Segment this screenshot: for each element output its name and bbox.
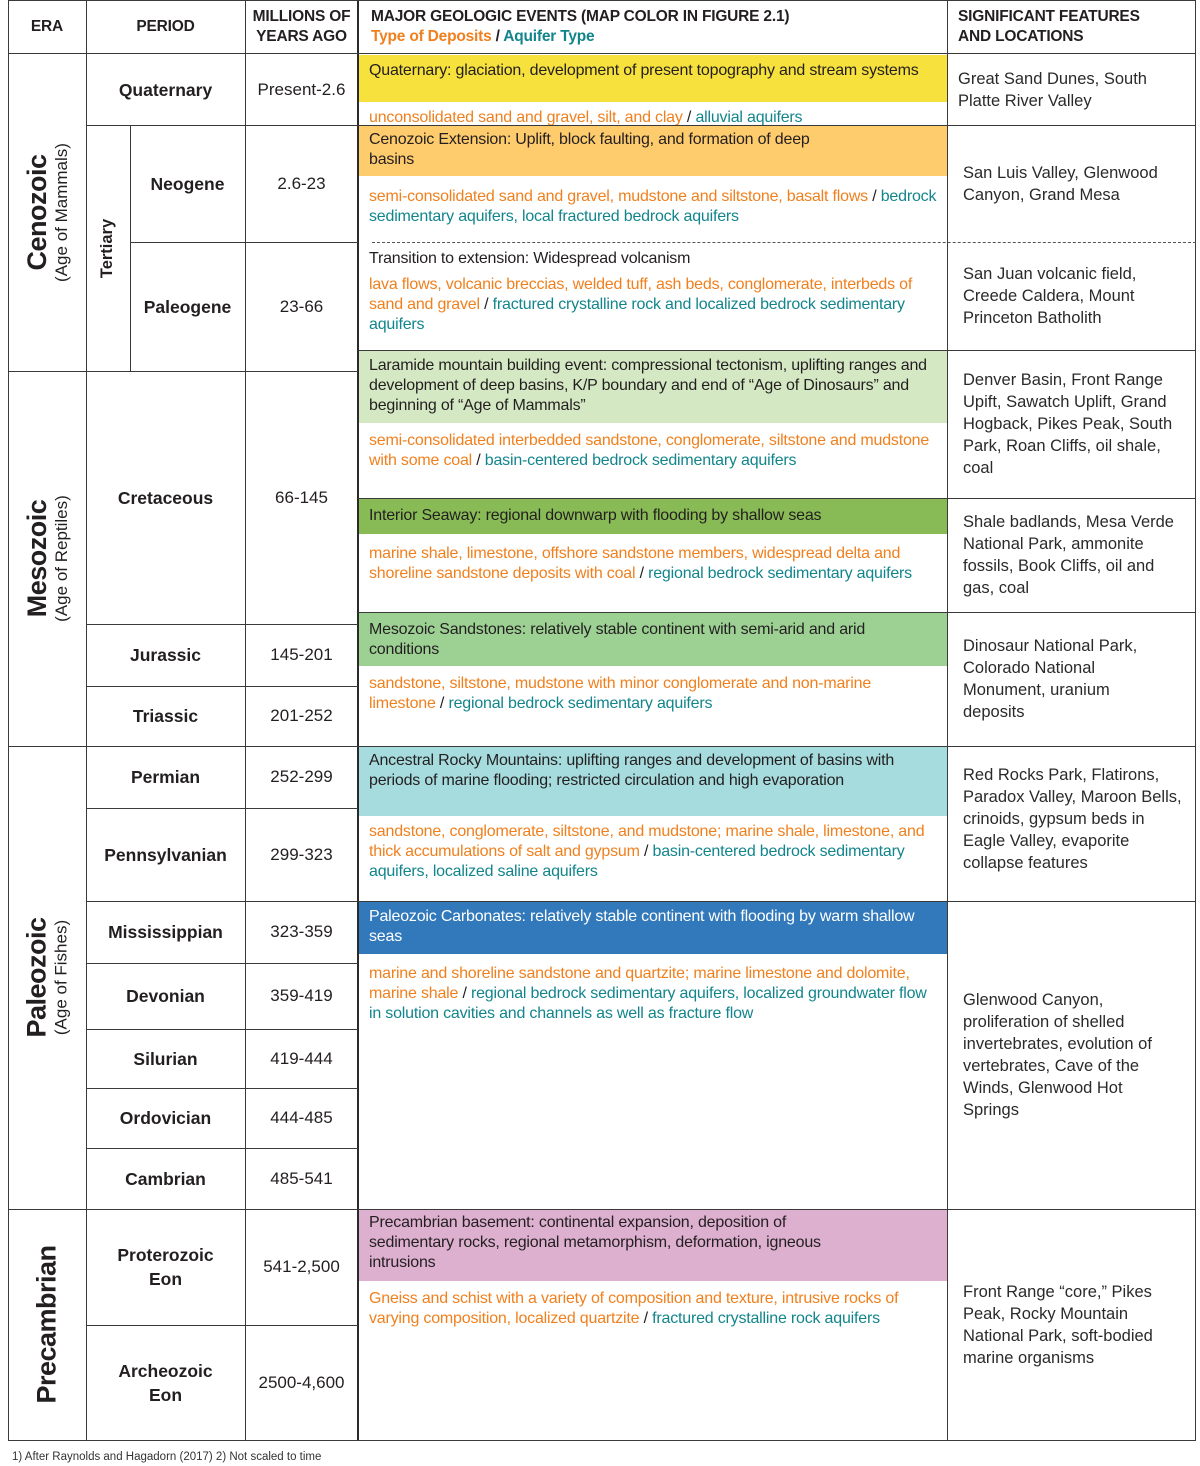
header-events [371,7,946,51]
era-mesozoic [8,371,86,746]
period-triassic [86,686,245,746]
features-precambrian [947,1209,1196,1440]
aquifer-type: regional bedrock sedimentary aquifers [648,565,912,582]
features-text: San Juan volcanic field, Creede Caldera, Mount Princeton Batholith [963,265,1137,327]
aquifer-type: fractured crystalline rock aquifers [652,1310,880,1327]
features-text: Glenwood Canyon, proliferation of shelled invertebrates, evolution of vertebrates, Cave of the Winds, Glenwood Hot Springs [963,991,1152,1119]
header-legend [371,27,946,47]
deposit-type: marine shale, limestone, offshore sandstone members, widespread delta and shoreline sandstone deposits with coal [369,545,901,582]
event-deposits-aquifer [369,1289,937,1329]
era-name: Paleozoic [21,917,52,1038]
separator: / [682,109,696,126]
period-cambrian [86,1148,245,1209]
grid-line [86,1325,358,1326]
grid-line [86,1088,358,1089]
era-precambrian [8,1209,86,1440]
grid-line [358,901,1196,902]
period-name: Cretaceous [117,487,214,508]
mya-value: 201-252 [270,706,333,725]
period-name: Proterozoic [117,1245,214,1265]
mya-paleogene [245,242,358,371]
event-title: Cenozoic Extension: Uplift, block faulting, and formation of deep basins [369,131,810,168]
era-name: Cenozoic [21,154,52,271]
mya-value: 66-145 [275,487,328,507]
event-mesozoic-sandstones [359,613,947,746]
header-mya [245,3,358,51]
dashed-divider [372,242,1196,243]
mya-quaternary [245,54,358,125]
grid-line [358,612,1196,613]
header-mya-line2: YEARS AGO [256,28,347,45]
grid-line [86,808,358,809]
era-paleozoic [8,746,86,1209]
period-ordovician [86,1088,245,1148]
mya-value: 541-2,500 [263,1257,340,1276]
event-title: Paleozoic Carbonates: relatively stable continent with flooding by warm shallow seas [369,908,915,945]
event-title: Quaternary: glaciation, development of present topography and stream systems [369,62,919,79]
grid-line [130,125,131,371]
legend-deposits: Type of Deposits [371,28,492,45]
period-name-eon: Eon [148,1384,183,1405]
mya-archeozoic [245,1325,358,1440]
event-ancestral-rockies [359,747,947,901]
features-text: Denver Basin, Front Range Upift, Sawatch Uplift, Grand Hogback, Pikes Peak, South Park, Roan Cliffs, oil shale, coal [963,371,1173,477]
deposit-type: lava flows, volcanic breccias, welded tuff, ash beds, conglomerate, interbeds of sand and gravel [369,276,913,313]
footnote-text: 1) After Raynolds and Hagadorn (2017) 2) Not scaled to time [12,1451,322,1463]
event-deposits-aquifer [369,275,937,335]
mya-proterozoic [245,1209,358,1325]
header-features [958,7,1196,51]
period-pennsylvanian [86,808,245,901]
era-subtitle: (Age of Reptiles) [51,495,71,622]
event-deposits-aquifer [369,964,937,1024]
header-features-line1: SIGNIFICANT FEATURES [958,8,1140,25]
separator: / [639,1310,653,1327]
event-title: Ancestral Rocky Mountains: uplifting ranges and development of basins with periods of marine flooding; restricted circulation and high evaporation [369,752,895,789]
grid-line [86,0,87,1441]
grid-line [86,963,358,964]
header-mya-line1: MILLIONS OF [252,8,351,25]
separator: / [458,985,471,1002]
grid-line [245,0,246,1441]
period-archeozoic [86,1325,245,1440]
aquifer-type: basin-centered bedrock sedimentary aquifers, localized saline aquifers [369,843,905,880]
mya-value: 2.6-23 [277,173,326,193]
mya-pennsylvanian [245,808,358,901]
grid-line [358,498,1196,499]
period-silurian [86,1029,245,1088]
event-transition-volcanism [359,244,947,350]
aquifer-type: regional bedrock sedimentary aquifers, localized groundwater flow in solution cavities and channels as well as fracture flow [369,985,927,1022]
period-name: Ordovician [119,1108,212,1128]
legend-aquifer: Aquifer Type [503,28,595,45]
grid-line [86,1029,358,1030]
grid-line [357,0,359,1441]
event-deposits-aquifer [369,187,937,227]
grid-line [86,686,358,687]
period-name: Silurian [133,1048,198,1069]
features-transition-volcanism [947,242,1196,350]
mya-mississippian [245,901,358,963]
separator: / [479,296,493,313]
grid-line [86,901,358,902]
tertiary-cell [86,125,130,371]
event-quaternary [359,57,947,125]
grid-line [8,371,358,372]
features-text: Great Sand Dunes, South Platte River Valley [958,69,1147,110]
features-text: Shale badlands, Mesa Verde National Park, ammonite fossils, Book Cliffs, oil and gas, coal [963,513,1174,597]
event-precambrian [359,1210,947,1440]
era-subtitle: (Age of Mammals) [51,143,71,282]
grid-line [1195,0,1196,1441]
period-neogene [130,125,245,242]
grid-line [8,746,1196,747]
header-era [8,0,86,54]
mya-devonian [245,963,358,1029]
aquifer-type: bedrock sedimentary aquifers, local fractured bedrock aquifers [369,188,937,225]
features-paleozoic-carbonates [947,901,1196,1209]
event-title: Interior Seaway: regional downwarp with flooding by shallow seas [369,507,822,524]
grid-line [8,53,1196,54]
period-name: Permian [130,767,201,787]
era-subtitle: (Age of Fishes) [51,919,71,1036]
period-name: Mississippian [108,922,223,942]
era-name: Precambrian [31,1245,62,1404]
header-features-line2: AND LOCATIONS [958,28,1084,45]
period-name-eon: Eon [148,1269,183,1289]
period-name: Archeozoic [118,1360,213,1381]
event-deposits-aquifer [369,822,937,882]
period-paleogene [130,242,245,371]
mya-value: 323-359 [270,922,333,941]
mya-value: 419-444 [270,1048,333,1068]
tertiary-label: Tertiary [98,218,117,278]
aquifer-type: regional bedrock sedimentary aquifers [448,695,713,712]
mya-value: 2500-4,600 [258,1372,345,1392]
deposit-type: marine and shoreline sandstone and quartzite; marine limestone and dolomite, marine shale [369,965,910,1002]
period-name: Pennsylvanian [104,844,227,865]
period-name: Cambrian [125,1168,206,1189]
features-text: Red Rocks Park, Flatirons, Paradox Valley, Maroon Bells, crinoids, gypsum beds in Eagle Valley, evaporite collapse features [963,766,1182,872]
mya-value: 23-66 [279,296,324,316]
aquifer-type: alluvial aquifers [695,109,803,126]
footnote [12,1451,612,1465]
separator: / [639,843,653,860]
deposit-type: semi-consolidated sand and gravel, mudstone and siltstone, basalt flows [369,188,868,205]
mya-value: 444-485 [270,1108,333,1127]
mya-ordovician [245,1088,358,1148]
features-laramide [947,350,1196,498]
event-deposits-aquifer [369,674,937,714]
grid-line [86,125,358,126]
period-name: Devonian [126,986,205,1006]
event-interior-seaway [359,499,947,612]
event-laramide [359,351,947,498]
grid-line [358,125,1196,126]
mya-value: Present-2.6 [257,79,346,99]
mya-value: 299-323 [270,844,333,864]
mya-value: 485-541 [270,1168,333,1188]
grid-line [86,1148,358,1149]
grid-line [8,0,9,1441]
period-name: Paleogene [143,296,232,317]
period-permian [86,746,245,808]
event-cenozoic-extension [359,126,947,242]
features-quaternary [947,54,1196,125]
deposit-type: sandstone, siltstone, mudstone with minor conglomerate and non-marine limestone [369,675,872,712]
mya-cretaceous [245,371,358,624]
period-name: Triassic [132,706,199,726]
deposit-type: unconsolidated sand and gravel, silt, and clay [369,109,683,126]
grid-line [8,0,1196,1]
mya-permian [245,746,358,808]
separator: / [472,452,485,469]
grid-line [8,1209,1196,1210]
header-period-label: PERIOD [136,18,195,35]
period-proterozoic [86,1209,245,1325]
mya-jurassic [245,624,358,686]
period-name: Jurassic [129,645,202,665]
legend-separator: / [491,28,504,45]
era-name: Mesozoic [21,499,52,618]
aquifer-type: basin-centered bedrock sedimentary aquifers [484,452,797,469]
period-cretaceous [86,371,245,624]
features-cenozoic-extension [947,125,1196,242]
mya-value: 252-299 [270,767,333,786]
period-quaternary [86,54,245,125]
event-deposits-aquifer [369,431,937,471]
grid-line [8,1440,1196,1441]
deposit-type: Gneiss and schist with a variety of composition and texture, intrusive rocks of varying composition, localized quartzite [369,1290,899,1327]
features-ancestral-rockies [947,746,1196,901]
separator: / [635,565,649,582]
mya-triassic [245,686,358,746]
event-title: Transition to extension: Widespread volcanism [369,250,691,267]
aquifer-type: fractured crystalline rock and localized bedrock sedimentary aquifers [369,296,905,333]
features-text: Front Range “core,” Pikes Peak, Rocky Mountain National Park, soft-bodied marine organisms [963,1282,1153,1367]
period-name: Quaternary [118,79,213,100]
event-deposits-aquifer [369,544,937,584]
period-mississippian [86,901,245,963]
mya-value: 145-201 [270,645,333,664]
deposit-type: semi-consolidated interbedded sandstone, conglomerate, siltstone and mudstone with some coal [369,432,930,469]
features-interior-seaway [947,498,1196,612]
features-mesozoic-sandstones [947,612,1196,746]
mya-cambrian [245,1148,358,1209]
header-events-label: MAJOR GEOLOGIC EVENTS (MAP COLOR IN FIGURE 2.1) [371,8,790,25]
mya-value: 359-419 [270,986,333,1005]
mya-silurian [245,1029,358,1088]
event-title: Mesozoic Sandstones: relatively stable continent with semi-arid and arid conditions [369,621,866,658]
grid-line [130,242,358,243]
grid-line [947,0,948,1441]
period-devonian [86,963,245,1029]
event-title: Laramide mountain building event: compressional tectonism, uplifting ranges and development of deep basins, K/P boundary and end of “Age of Dinosaurs” and beginning of “Age of Mammals” [369,357,927,414]
features-text: Dinosaur National Park, Colorado National Monument, uranium deposits [963,637,1138,721]
header-era-label: ERA [30,18,64,35]
separator: / [435,695,449,712]
grid-line [86,624,358,625]
deposit-type: sandstone, conglomerate, siltstone, and mudstone; marine shale, limestone, and thick accumulations of salt and gypsum [369,823,925,860]
separator: / [867,188,881,205]
grid-line [358,350,1196,351]
header-period [86,0,245,54]
era-cenozoic [8,54,86,371]
period-jurassic [86,624,245,686]
period-name: Neogene [150,173,225,194]
mya-neogene [245,125,358,242]
features-text: San Luis Valley, Glenwood Canyon, Grand Mesa [963,163,1158,204]
event-title: Precambrian basement: continental expansion, deposition of sedimentary rocks, regional metamorphism, deformation, igneous intrusions [369,1214,821,1271]
event-paleozoic-carbonates [359,902,947,1209]
